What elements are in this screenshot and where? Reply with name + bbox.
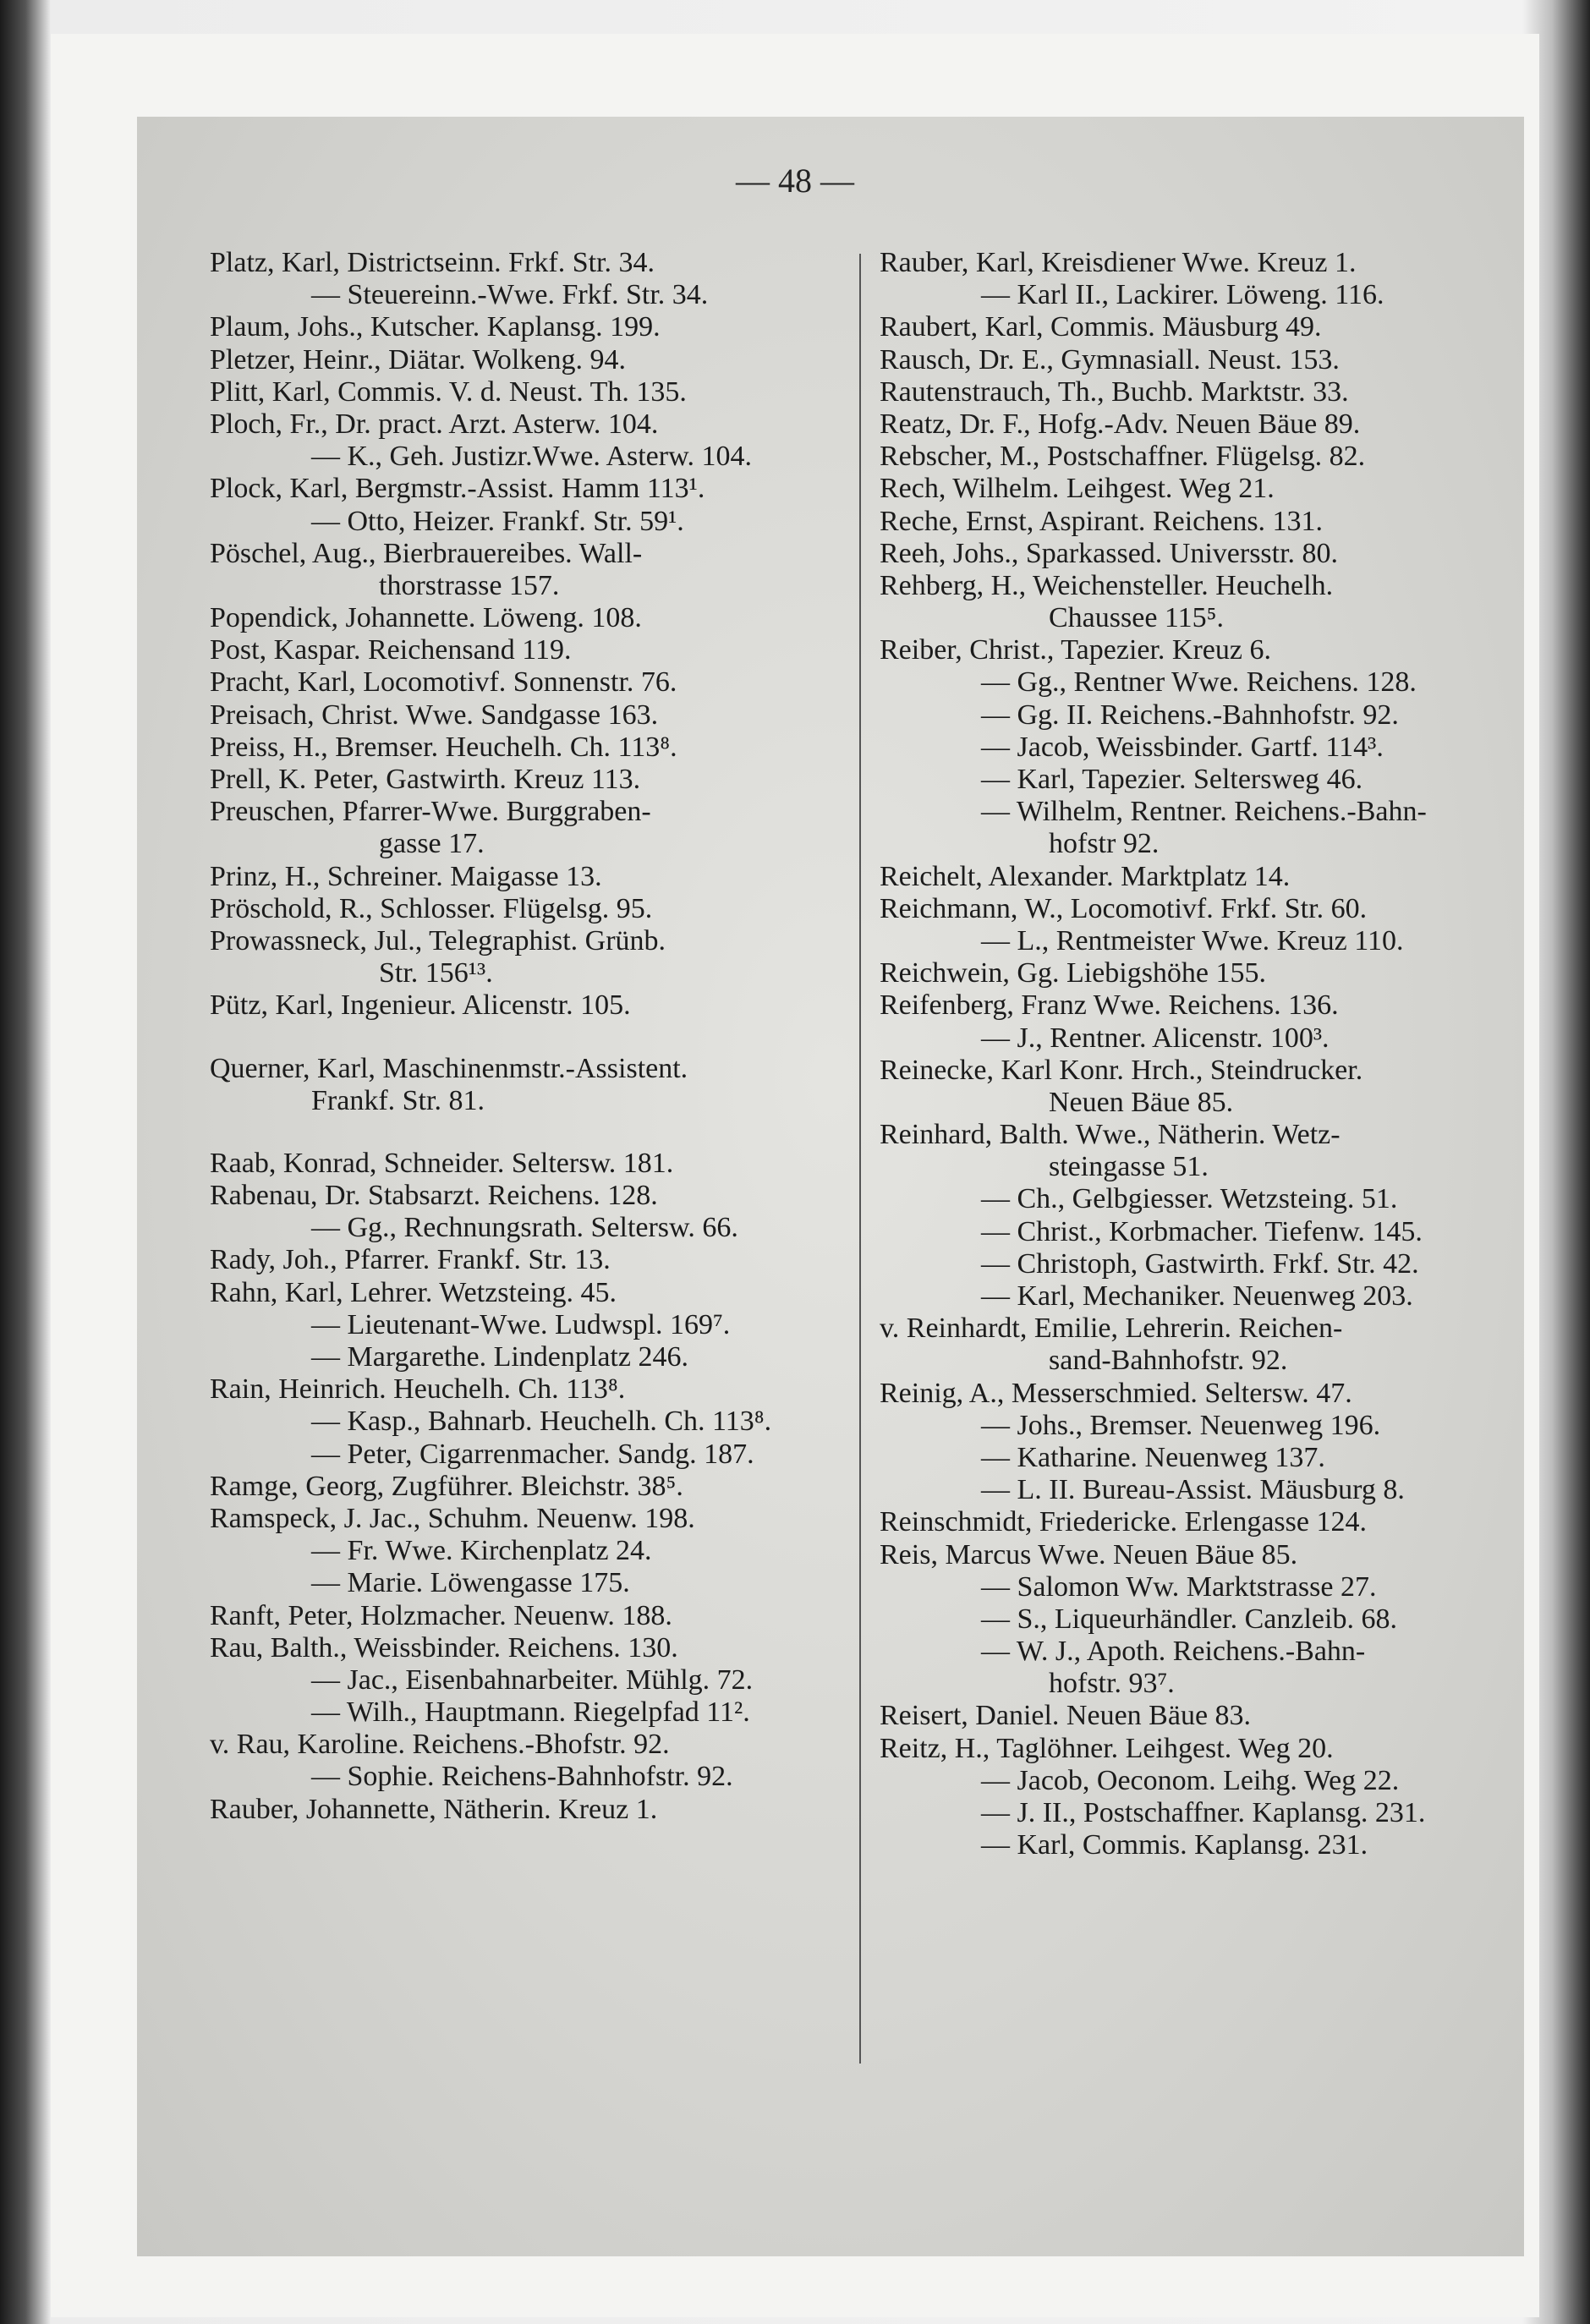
entry-line: — Johs., Bremser. Neuenweg 196. <box>981 1409 1381 1441</box>
entry-line: — K., Geh. Justizr.Wwe. Asterw. 104. <box>311 441 752 473</box>
entry-line: Frankf. Str. 81. <box>311 1084 485 1116</box>
entry-line: — Jac., Eisenbahnarbeiter. Mühlg. 72. <box>311 1664 754 1696</box>
entry-line: — Christoph, Gastwirth. Frkf. Str. 42. <box>981 1247 1419 1280</box>
entry-line: Plock, Karl, Bergmstr.-Assist. Hamm 113¹. <box>210 473 705 505</box>
entry-line: — Kasp., Bahnarb. Heuchelh. Ch. 113⁸. <box>311 1406 772 1438</box>
entry-line: — Salomon Ww. Marktstrasse 27. <box>981 1570 1377 1603</box>
entry-line: Post, Kaspar. Reichensand 119. <box>210 634 572 666</box>
entry-line: Rausch, Dr. E., Gymnasiall. Neust. 153. <box>880 343 1340 375</box>
entry-line: Reichmann, W., Locomotivf. Frkf. Str. 60. <box>880 892 1368 924</box>
entry-line: Ranft, Peter, Holzmacher. Neuenw. 188. <box>210 1599 672 1631</box>
entry-line: hofstr 92. <box>1049 828 1160 860</box>
entry-line: — Sophie. Reichens-Bahnhofstr. 92. <box>311 1761 733 1793</box>
entry-line: — Lieutenant-Wwe. Ludwspl. 169⁷. <box>311 1308 731 1340</box>
entry-line: Pöschel, Aug., Bierbrauereibes. Wall- <box>210 537 643 569</box>
entry-line: — Wilhelm, Rentner. Reichens.-Bahn- <box>981 796 1427 828</box>
entry-line: Reatz, Dr. F., Hofg.-Adv. Neuen Bäue 89. <box>880 408 1361 440</box>
entry-line: — L., Rentmeister Wwe. Kreuz 110. <box>981 924 1404 956</box>
entry-line: — Ch., Gelbgiesser. Wetzsteing. 51. <box>981 1183 1398 1215</box>
entry-line: Prowassneck, Jul., Telegraphist. Grünb. <box>210 924 666 956</box>
left-column <box>210 247 861 1826</box>
entry-line: Reinig, A., Messerschmied. Seltersw. 47. <box>880 1377 1352 1409</box>
entry-line: — Marie. Löwengasse 175. <box>311 1567 630 1599</box>
entry-line: — Karl, Tapezier. Seltersweg 46. <box>981 764 1363 795</box>
entry-line: Prinz, H., Schreiner. Maigasse 13. <box>210 860 602 892</box>
entry-line: — Karl, Mechaniker. Neuenweg 203. <box>981 1280 1413 1312</box>
entry-line: Rech, Wilhelm. Leihgest. Weg 21. <box>880 473 1275 505</box>
entry-line: Prell, K. Peter, Gastwirth. Kreuz 113. <box>210 764 641 795</box>
entry-line: Chaussee 115⁵. <box>1049 602 1225 634</box>
entry-line: Rauber, Karl, Kreisdiener Wwe. Kreuz 1. <box>880 247 1357 278</box>
entry-line: Reeh, Johs., Sparkassed. Universstr. 80. <box>880 537 1339 569</box>
entry-line: Rahn, Karl, Lehrer. Wetzsteing. 45. <box>210 1276 617 1308</box>
entry-line: Reitz, H., Taglöhner. Leihgest. Weg 20. <box>880 1732 1334 1764</box>
entry-line: Rehberg, H., Weichensteller. Heuchelh. <box>880 569 1334 601</box>
entry-line: Ploch, Fr., Dr. pract. Arzt. Asterw. 104. <box>210 408 659 440</box>
entry-line: Reis, Marcus Wwe. Neuen Bäue 85. <box>880 1538 1298 1570</box>
entry-line: Pütz, Karl, Ingenieur. Alicenstr. 105. <box>210 989 631 1022</box>
entry-line: Popendick, Johannette. Löweng. 108. <box>210 602 642 634</box>
entry-line: hofstr. 93⁷. <box>1049 1668 1175 1700</box>
entry-line: Plitt, Karl, Commis. V. d. Neust. Th. 135. <box>210 375 687 408</box>
entry-line: Rautenstrauch, Th., Buchb. Marktstr. 33. <box>880 375 1349 408</box>
entry-line: — J., Rentner. Alicenstr. 100³. <box>981 1022 1330 1054</box>
entry-line: Raab, Konrad, Schneider. Seltersw. 181. <box>210 1147 674 1179</box>
entry-line: — W. J., Apoth. Reichens.-Bahn- <box>981 1636 1366 1668</box>
entry-line: Rauber, Johannette, Nätherin. Kreuz 1. <box>210 1793 658 1825</box>
entry-line: — Jacob, Weissbinder. Gartf. 114³. <box>981 731 1384 763</box>
entry-line: Rebscher, M., Postschaffner. Flügelsg. 82. <box>880 441 1366 473</box>
page-number: — 48 — <box>736 162 854 200</box>
entry-line: — Gg., Rentner Wwe. Reichens. 128. <box>981 666 1417 699</box>
entry-line: — Peter, Cigarrenmacher. Sandg. 187. <box>311 1438 754 1470</box>
entry-line: gasse 17. <box>379 828 485 860</box>
entry-line: Plaum, Johs., Kutscher. Kaplansg. 199. <box>210 311 661 343</box>
entry-line: — S., Liqueurhändler. Canzleib. 68. <box>981 1603 1397 1635</box>
entry-line: Rady, Joh., Pfarrer. Frankf. Str. 13. <box>210 1244 611 1276</box>
entry-line: Pletzer, Heinr., Diätar. Wolkeng. 94. <box>210 343 626 375</box>
entry-line: — Karl II., Lackirer. Löweng. 116. <box>981 279 1384 311</box>
entry-line: Pröschold, R., Schlosser. Flügelsg. 95. <box>210 892 653 924</box>
entry-line: — Otto, Heizer. Frankf. Str. 59¹. <box>311 505 684 537</box>
entry-line: — Gg. II. Reichens.-Bahnhofstr. 92. <box>981 699 1399 731</box>
entry-line: — L. II. Bureau-Assist. Mäusburg 8. <box>981 1474 1405 1506</box>
entry-line: Preuschen, Pfarrer-Wwe. Burggraben- <box>210 796 651 828</box>
entry-line: Reisert, Daniel. Neuen Bäue 83. <box>880 1700 1252 1732</box>
entry-line: Reifenberg, Franz Wwe. Reichens. 136. <box>880 989 1339 1022</box>
entry-line: thorstrasse 157. <box>379 569 560 601</box>
entry-line: v. Rau, Karoline. Reichens.-Bhofstr. 92. <box>210 1729 670 1761</box>
entry-line: — Steuereinn.-Wwe. Frkf. Str. 34. <box>311 279 709 311</box>
entry-line: Reche, Ernst, Aspirant. Reichens. 131. <box>880 505 1324 537</box>
entry-line: Reiber, Christ., Tapezier. Kreuz 6. <box>880 634 1271 666</box>
entry-line: Reinschmidt, Friedericke. Erlengasse 124. <box>880 1506 1367 1538</box>
entry-line: Platz, Karl, Districtseinn. Frkf. Str. 34. <box>210 247 655 278</box>
entry-line: — Margarethe. Lindenplatz 246. <box>311 1341 688 1373</box>
entry-line: Querner, Karl, Maschinenmstr.-Assistent. <box>210 1052 688 1084</box>
entry-line: Preiss, H., Bremser. Heuchelh. Ch. 113⁸. <box>210 731 677 763</box>
entry-line: Str. 156¹³. <box>379 957 493 989</box>
entry-line: Rau, Balth., Weissbinder. Reichens. 130. <box>210 1631 678 1664</box>
entry-line: Ramspeck, J. Jac., Schuhm. Neuenw. 198. <box>210 1502 695 1534</box>
entry-line: Reichelt, Alexander. Marktplatz 14. <box>880 860 1291 892</box>
entry-line: Rabenau, Dr. Stabsarzt. Reichens. 128. <box>210 1180 658 1212</box>
entry-line: — Wilh., Hauptmann. Riegelpfad 11². <box>311 1696 750 1729</box>
entry-line: steingasse 51. <box>1049 1151 1209 1183</box>
entry-line: — Jacob, Oeconom. Leihg. Weg 22. <box>981 1764 1400 1796</box>
entry-line: sand-Bahnhofstr. 92. <box>1049 1345 1288 1377</box>
entry-line: Reinhard, Balth. Wwe., Nätherin. Wetz- <box>880 1119 1341 1151</box>
entry-line: — Katharine. Neuenweg 137. <box>981 1441 1325 1473</box>
entry-line: — Christ., Korbmacher. Tiefenw. 145. <box>981 1215 1423 1247</box>
entry-line: Neuen Bäue 85. <box>1049 1086 1234 1118</box>
entry-line: Reichwein, Gg. Liebigshöhe 155. <box>880 957 1267 989</box>
right-column <box>880 247 1510 1861</box>
entry-line: — Gg., Rechnungsrath. Seltersw. 66. <box>311 1212 738 1244</box>
entry-line: Pracht, Karl, Locomotivf. Sonnenstr. 76. <box>210 666 677 699</box>
entry-line: Ramge, Georg, Zugführer. Bleichstr. 38⁵. <box>210 1470 683 1502</box>
entry-line: — Karl, Commis. Kaplansg. 231. <box>981 1829 1368 1861</box>
entry-line: Preisach, Christ. Wwe. Sandgasse 163. <box>210 699 659 731</box>
entry-line: v. Reinhardt, Emilie, Lehrerin. Reichen- <box>880 1313 1343 1345</box>
entry-line: — Fr. Wwe. Kirchenplatz 24. <box>311 1535 652 1567</box>
entry-line: Raubert, Karl, Commis. Mäusburg 49. <box>880 311 1322 343</box>
entry-line: — J. II., Postschaffner. Kaplansg. 231. <box>981 1797 1426 1828</box>
entry-line: Reinecke, Karl Konr. Hrch., Steindrucker. <box>880 1054 1363 1086</box>
entry-line: Rain, Heinrich. Heuchelh. Ch. 113⁸. <box>210 1373 626 1406</box>
